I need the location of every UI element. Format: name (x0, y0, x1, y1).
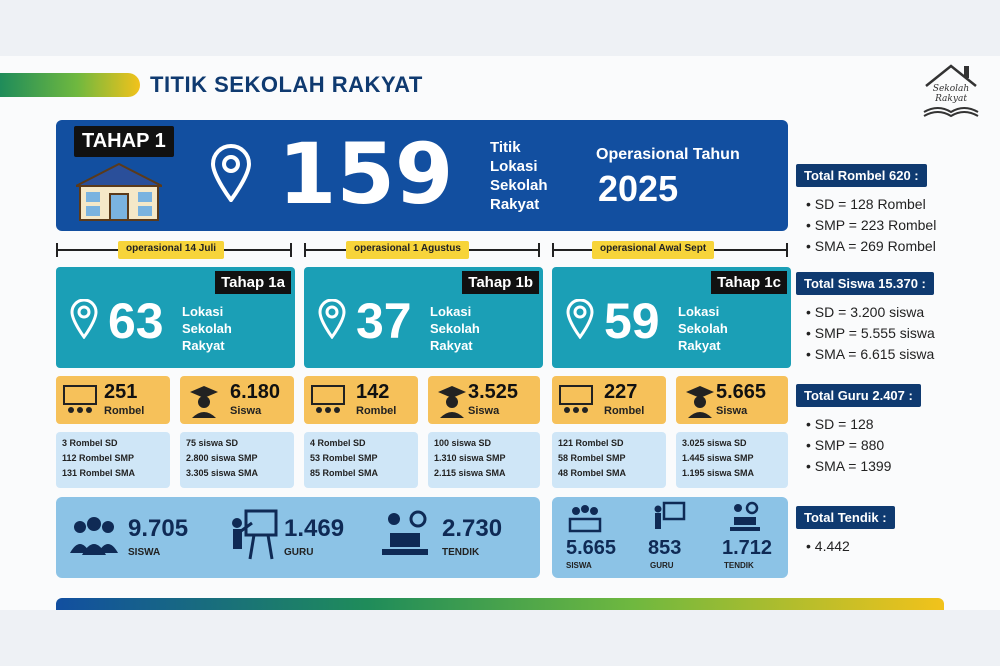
summary-siswa-value: 9.705 (128, 515, 189, 542)
timeline-chip-1: operasional 14 Juli (118, 241, 224, 259)
classroom-icon (310, 382, 346, 418)
rombel-label: Rombel (104, 405, 145, 417)
phase-card-1b (304, 267, 543, 368)
siswa-stat-1b (428, 376, 540, 424)
siswa-label: Siswa (468, 405, 500, 417)
summary-panel-right (552, 497, 788, 578)
siswa-label: Siswa (716, 405, 748, 417)
teacher-board-icon (652, 501, 686, 533)
rombel-detail-1b: 4 Rombel SD 53 Rombel SMP 85 Rombel SMA (304, 432, 418, 488)
total-guru-heading: Total Guru 2.407 : (796, 384, 921, 407)
tahap-1-tag: TAHAP 1 (74, 126, 174, 157)
staff-desk-icon (380, 509, 430, 559)
summary-guru-label: GURU (284, 547, 314, 558)
staff-desk-icon (728, 501, 762, 533)
phase-tag: Tahap 1b (462, 271, 539, 294)
accent-bar (0, 73, 140, 97)
page-title: TITIK SEKOLAH RAKYAT (150, 72, 423, 97)
total-siswa-heading: Total Siswa 15.370 : (796, 272, 934, 295)
total-siswa-list: • SD = 3.200 siswa • SMP = 5.555 siswa • SMA = 6.615 siswa (806, 302, 935, 365)
phase-label: Lokasi Sekolah Rakyat (430, 304, 480, 353)
graduate-icon (434, 382, 470, 418)
classroom-icon (558, 382, 594, 418)
footer-accent-bar (56, 598, 944, 610)
rombel-label: Rombel (356, 405, 397, 417)
rombel-label: Rombel (604, 405, 645, 417)
summary-guru-label: GURU (650, 561, 674, 570)
total-locations-count: 159 (278, 125, 454, 223)
phase-tag: Tahap 1c (711, 271, 787, 294)
siswa-value: 6.180 (230, 381, 281, 403)
summary-siswa-value: 5.665 (566, 537, 617, 559)
graduate-icon (186, 382, 222, 418)
summary-tendik-value: 1.712 (722, 537, 773, 559)
summary-guru-value: 853 (648, 537, 682, 559)
summary-tendik-label: TENDIK (724, 561, 754, 570)
timeline-tick (552, 243, 554, 257)
total-tendik-list: • 4.442 (806, 536, 850, 557)
graduate-icon (682, 382, 718, 418)
timeline-tick (290, 243, 292, 257)
summary-siswa-label: SISWA (566, 561, 592, 570)
timeline-tick (56, 243, 58, 257)
phase-count: 63 (108, 293, 164, 349)
rombel-stat-1a (56, 376, 170, 424)
rombel-value: 142 (356, 381, 390, 403)
classroom-icon (62, 382, 98, 418)
logo-lettering: Sekolah Rakyat (932, 84, 970, 104)
phase-label: Lokasi Sekolah Rakyat (182, 304, 232, 353)
timeline-chip-2: operasional 1 Agustus (346, 241, 469, 259)
siswa-detail-1a: 75 siswa SD 2.800 siswa SMP 3.305 siswa SMA (180, 432, 294, 488)
operational-label: Operasional Tahun (596, 146, 740, 163)
phase-label: Lokasi Sekolah Rakyat (678, 304, 728, 353)
summary-tendik-label: TENDIK (442, 547, 480, 558)
students-group-icon (68, 513, 120, 557)
summary-tendik-value: 2.730 (442, 515, 503, 542)
phase-tag: Tahap 1a (215, 271, 291, 294)
total-locations-label: Titik Lokasi Sekolah Rakyat (490, 139, 548, 213)
summary-panel-left (56, 497, 540, 578)
timeline-tick (786, 243, 788, 257)
students-group-icon (568, 503, 602, 533)
siswa-value: 5.665 (716, 381, 767, 403)
location-pin-icon (318, 299, 346, 339)
infographic (0, 56, 1000, 610)
rombel-stat-1c (552, 376, 666, 424)
location-pin-icon (70, 299, 98, 339)
siswa-value: 3.525 (468, 381, 519, 403)
total-tendik-heading: Total Tendik : (796, 506, 895, 529)
siswa-detail-1b: 100 siswa SD 1.310 siswa SMP 2.115 siswa SMA (428, 432, 540, 488)
total-rombel-list: • SD = 128 Rombel • SMP = 223 Rombel • SMA = 269 Rombel (806, 194, 936, 257)
teacher-board-icon (228, 509, 278, 561)
sekolah-rakyat-logo (920, 62, 982, 120)
siswa-stat-1a (180, 376, 294, 424)
summary-guru-value: 1.469 (284, 515, 345, 542)
rombel-stat-1b (304, 376, 418, 424)
total-guru-list: • SD = 128 • SMP = 880 • SMA = 1399 (806, 414, 891, 477)
location-pin-icon (566, 299, 594, 339)
timeline-tick (304, 243, 306, 257)
phase-count: 59 (604, 293, 660, 349)
rombel-detail-1c: 121 Rombel SD 58 Rombel SMP 48 Rombel SMA (552, 432, 666, 488)
rombel-detail-1a: 3 Rombel SD 112 Rombel SMP 131 Rombel SMA (56, 432, 170, 488)
phase-card-1a (56, 267, 295, 368)
operational-year: 2025 (598, 168, 679, 209)
siswa-stat-1c (676, 376, 788, 424)
siswa-detail-1c: 3.025 siswa SD 1.445 siswa SMP 1.195 siswa SMA (676, 432, 788, 488)
total-rombel-heading: Total Rombel 620 : (796, 164, 927, 187)
school-building-icon (76, 160, 162, 222)
timeline-tick (538, 243, 540, 257)
phase-count: 37 (356, 293, 412, 349)
phase-card-1c (552, 267, 791, 368)
rombel-value: 251 (104, 381, 138, 403)
location-pin-icon (210, 144, 252, 202)
summary-siswa-label: SISWA (128, 547, 161, 558)
rombel-value: 227 (604, 381, 638, 403)
siswa-label: Siswa (230, 405, 262, 417)
timeline-chip-3: operasional Awal Sept (592, 241, 714, 259)
